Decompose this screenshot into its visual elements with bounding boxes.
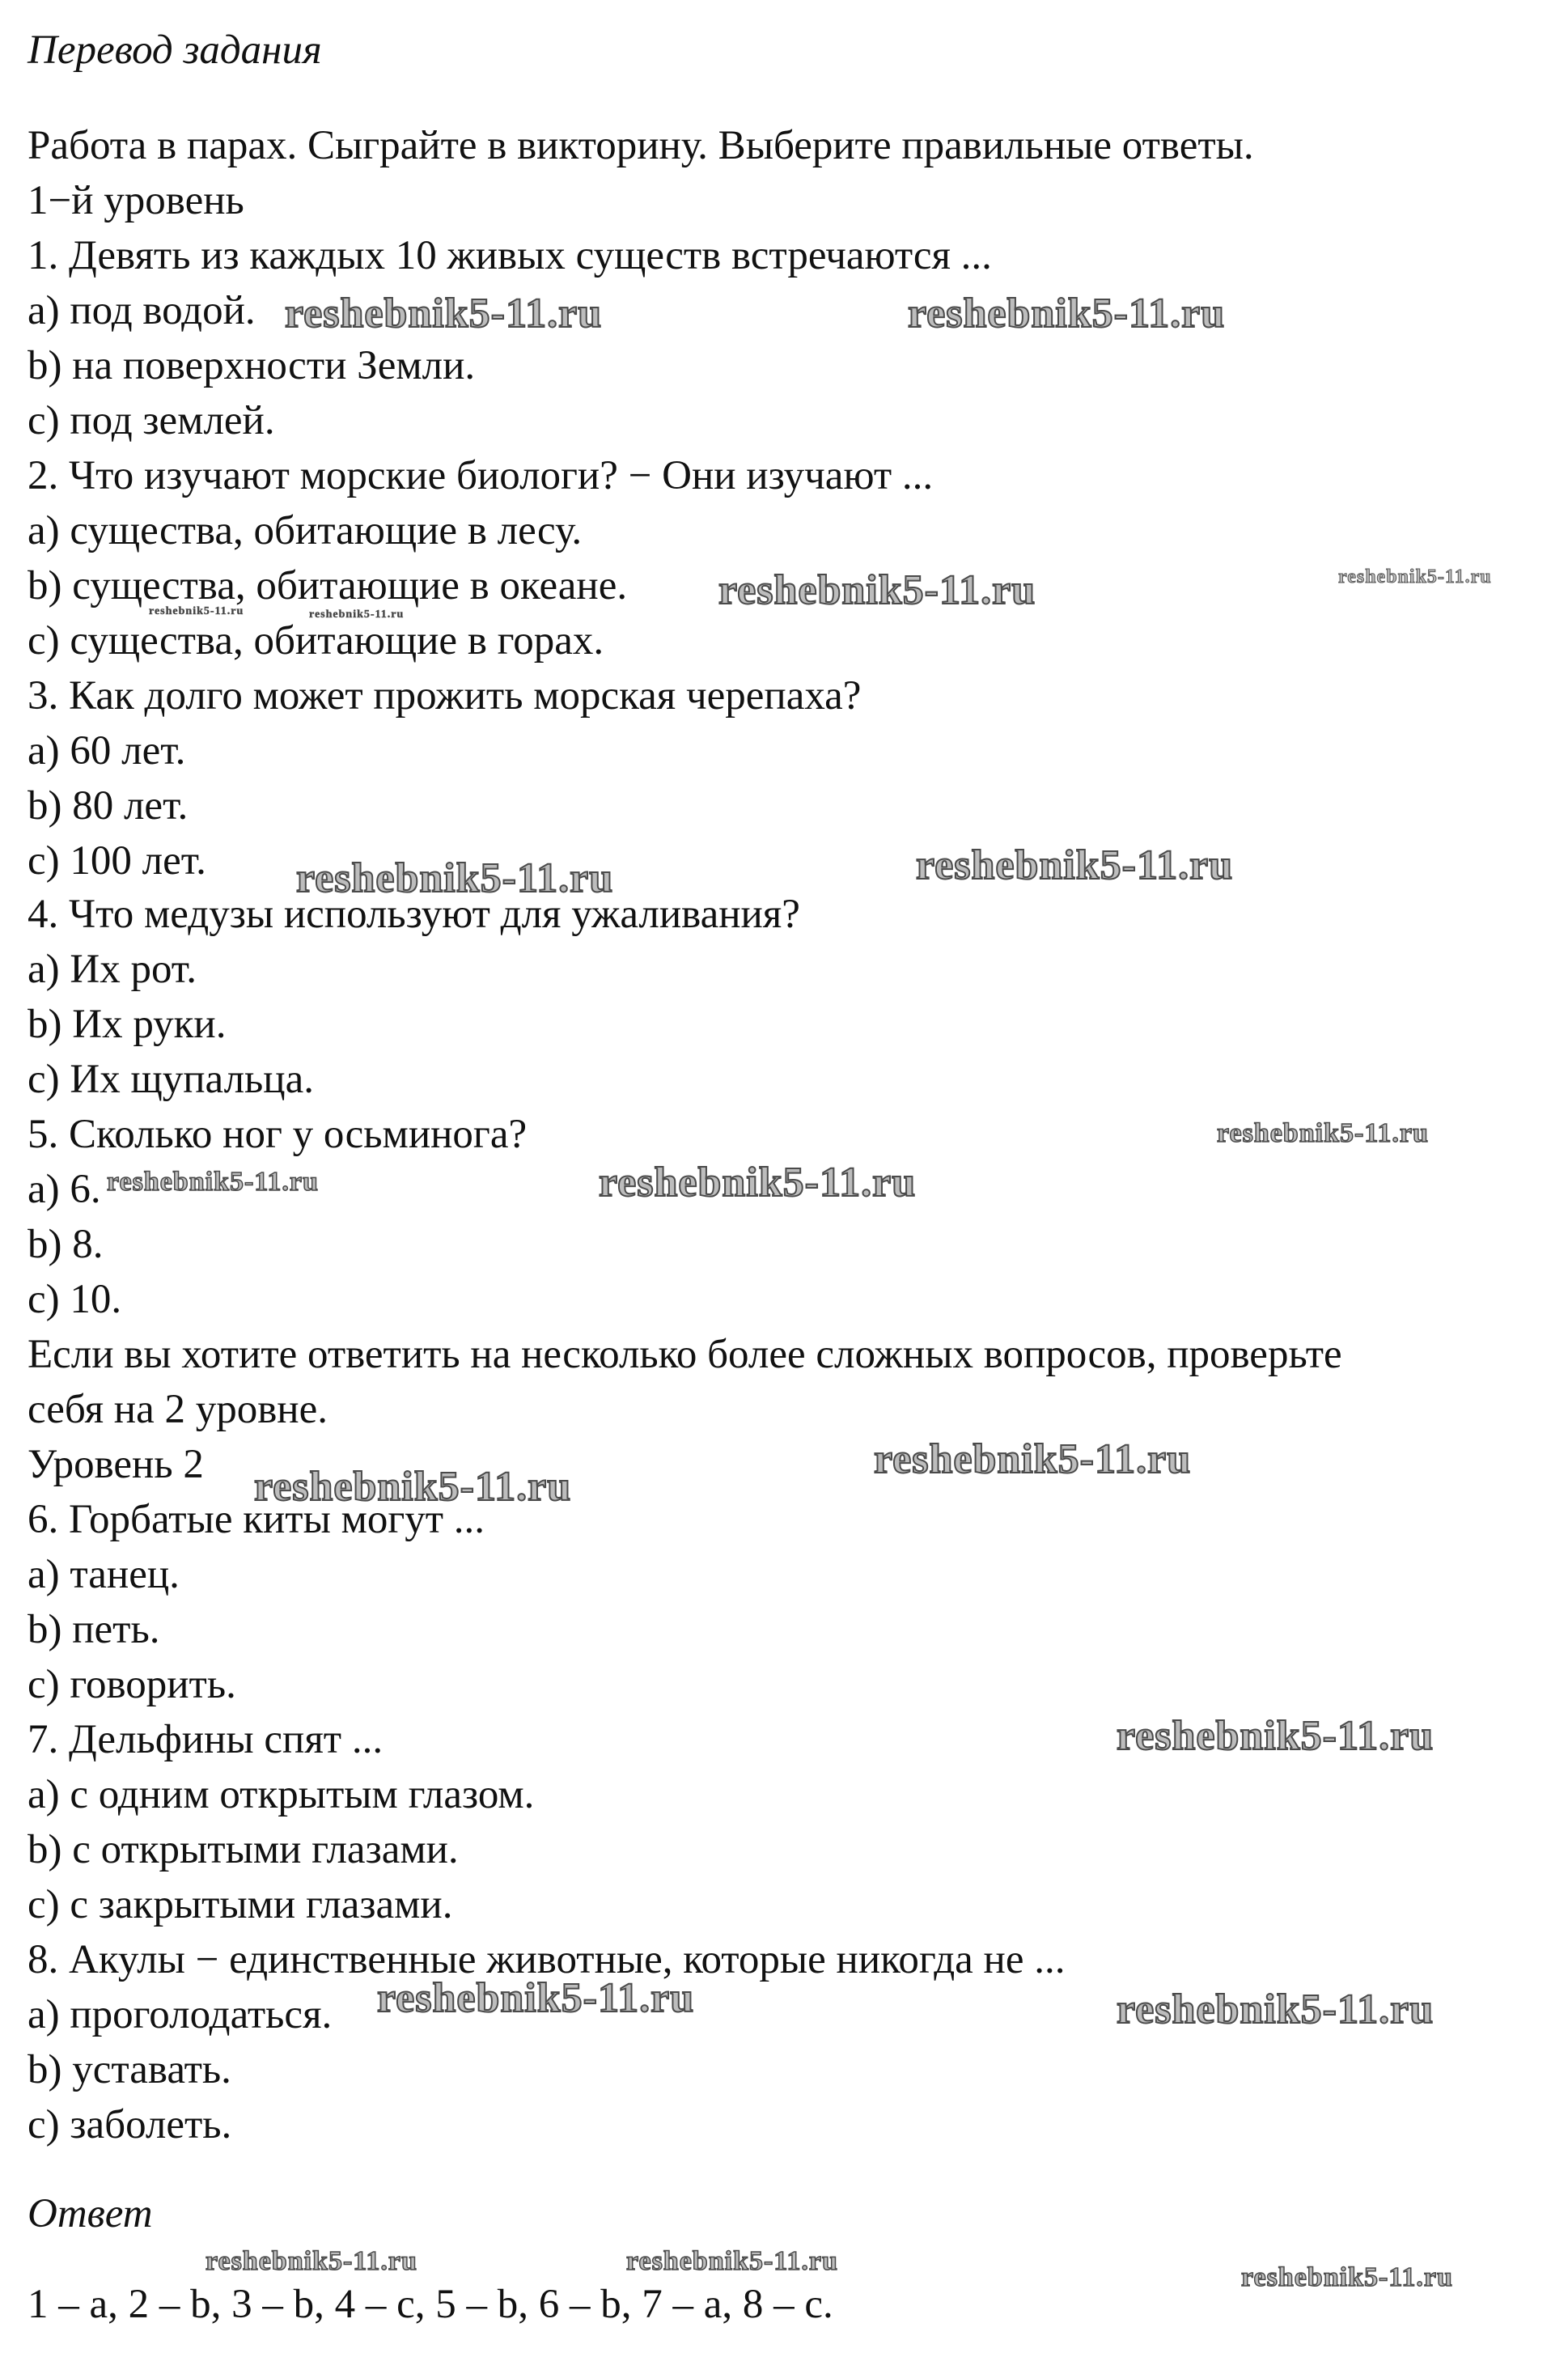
watermark: reshebnik5-11.ru (149, 605, 244, 617)
question-5-option-a: a) 6. (28, 1167, 101, 1212)
watermark: reshebnik5-11.ru (254, 1464, 572, 1510)
question-8-option-a: a) проголодаться. (28, 1992, 333, 2037)
watermark: reshebnik5-11.ru (916, 842, 1234, 888)
watermark: reshebnik5-11.ru (309, 608, 405, 621)
question-8: 8. Акулы − единственные животные, которые никогда не ... (28, 1937, 1066, 1982)
question-6-option-b: b) петь. (28, 1607, 160, 1652)
watermark: reshebnik5-11.ru (206, 2246, 417, 2276)
question-1: 1. Девять из каждых 10 живых существ встречаются ... (28, 233, 992, 278)
watermark: reshebnik5-11.ru (1338, 566, 1492, 587)
watermark: reshebnik5-11.ru (626, 2246, 838, 2276)
question-6-option-a: a) танец. (28, 1552, 180, 1597)
task-instruction: Работа в парах. Сыграйте в викторину. Выберите правильные ответы. (28, 123, 1254, 168)
watermark: reshebnik5-11.ru (874, 1436, 1192, 1482)
answer-text: 1 – a, 2 – b, 3 – b, 4 – c, 5 – b, 6 – b, 7 – a, 8 – c. (28, 2282, 833, 2327)
question-8-option-b: b) уставать. (28, 2047, 231, 2092)
watermark: reshebnik5-11.ru (107, 1167, 319, 1197)
question-7-option-b: b) с открытыми глазами. (28, 1827, 459, 1872)
question-3-option-c: c) 100 лет. (28, 838, 206, 884)
transition-text-line2: себя на 2 уровне. (28, 1387, 328, 1432)
watermark: reshebnik5-11.ru (377, 1975, 695, 2021)
question-7: 7. Дельфины спят ... (28, 1717, 384, 1762)
watermark: reshebnik5-11.ru (1217, 1118, 1429, 1148)
question-4-option-a: a) Их рот. (28, 947, 197, 992)
question-1-option-b: b) на поверхности Земли. (28, 343, 476, 388)
question-7-option-a: a) с одним открытым глазом. (28, 1772, 535, 1817)
question-5: 5. Сколько ног у осьминога? (28, 1112, 528, 1157)
question-4-option-c: c) Их щупальца. (28, 1057, 314, 1102)
question-1-option-c: c) под землей. (28, 398, 275, 443)
watermark: reshebnik5-11.ru (296, 855, 614, 901)
question-4: 4. Что медузы используют для ужаливания? (28, 892, 800, 937)
question-3-option-a: a) 60 лет. (28, 728, 186, 774)
translation-title: Перевод задания (28, 28, 322, 73)
question-4-option-b: b) Их руки. (28, 1002, 227, 1047)
question-2: 2. Что изучают морские биологи? − Они изучают ... (28, 453, 934, 498)
question-3: 3. Как долго может прожить морская черепаха? (28, 673, 862, 719)
question-2-option-b: b) существа, обитающие в океане. (28, 563, 628, 608)
watermark: reshebnik5-11.ru (1117, 1986, 1435, 2033)
level1-title: 1−й уровень (28, 178, 244, 223)
watermark: reshebnik5-11.ru (285, 290, 603, 337)
question-8-option-c: c) заболеть. (28, 2102, 232, 2147)
watermark: reshebnik5-11.ru (1241, 2262, 1453, 2292)
level2-title: Уровень 2 (28, 1442, 204, 1487)
question-5-option-c: c) 10. (28, 1277, 122, 1322)
question-2-option-a: a) существа, обитающие в лесу. (28, 508, 583, 553)
transition-text-line1: Если вы хотите ответить на несколько более сложных вопросов, проверьте (28, 1332, 1342, 1377)
question-3-option-b: b) 80 лет. (28, 783, 189, 829)
question-1-option-a: a) под водой. (28, 288, 256, 333)
watermark: reshebnik5-11.ru (599, 1159, 917, 1206)
watermark: reshebnik5-11.ru (908, 290, 1226, 337)
question-6: 6. Горбатые киты могут ... (28, 1497, 485, 1542)
question-6-option-c: c) говорить. (28, 1662, 236, 1707)
question-7-option-c: c) с закрытыми глазами. (28, 1882, 453, 1927)
watermark: reshebnik5-11.ru (718, 567, 1036, 613)
answer-title: Ответ (28, 2191, 153, 2236)
question-5-option-b: b) 8. (28, 1222, 104, 1267)
question-2-option-c: c) существа, обитающие в горах. (28, 618, 604, 663)
watermark: reshebnik5-11.ru (1117, 1713, 1435, 1759)
